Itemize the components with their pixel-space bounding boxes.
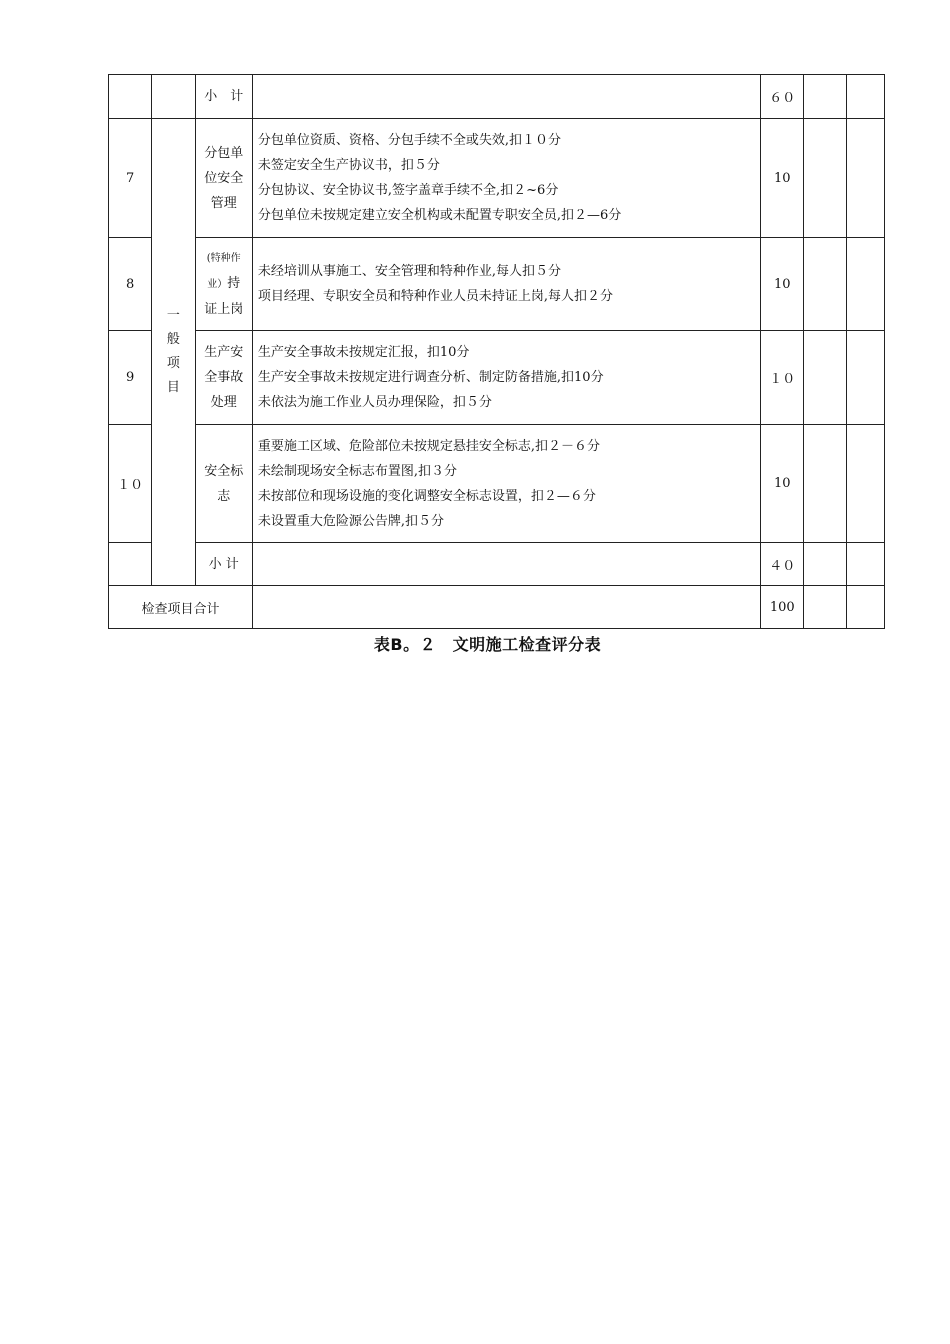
table-row: [109, 586, 885, 629]
item-name-line: 全事故: [204, 370, 244, 385]
deduction-cell: [804, 425, 846, 543]
points-cell: ４０: [761, 543, 804, 586]
standard-line: 生产安全事故未按规定汇报，扣10分: [257, 345, 470, 360]
points-cell: 10: [761, 425, 804, 543]
item-name-line: 业）: [207, 279, 228, 290]
standard-line: 分包协议、安全协议书,签字盖章手续不全,扣２~6分: [257, 183, 559, 198]
standard-line: 分包单位未按规定建立安全机构或未配置专职安全员,扣２—6分: [257, 208, 622, 223]
table-row: [109, 75, 885, 119]
item-name-cell: [195, 331, 252, 425]
total-label: 检查项目合计: [109, 586, 253, 629]
score-cell: [846, 119, 884, 238]
item-name-cell: [195, 119, 252, 238]
score-cell: [846, 586, 884, 629]
standard-line: 未设置重大危险源公告牌,扣５分: [257, 513, 445, 529]
item-name-cell: [195, 238, 252, 331]
points-cell: ６０: [761, 75, 804, 119]
item-name-cell: [195, 425, 252, 543]
table-row: [109, 543, 885, 586]
row-number: １０: [109, 425, 152, 543]
item-name-line: 处理: [210, 395, 237, 410]
inspection-score-table: [108, 74, 885, 629]
standard-cell: [252, 425, 760, 543]
group-label-char: 目: [166, 380, 180, 395]
standard-cell: [252, 119, 760, 238]
standard-cell: [252, 238, 760, 331]
table-caption: 表B。２ 文明施工检查评分表: [373, 635, 602, 654]
score-cell: [846, 331, 884, 425]
table-row: [109, 425, 885, 543]
group-label-char: 一: [166, 308, 180, 323]
group-cell: [152, 119, 195, 586]
standard-line: 项目经理、专职安全员和特种作业人员未持证上岗,每人扣２分: [257, 289, 614, 304]
deduction-cell: [804, 119, 846, 238]
standard-cell: [252, 75, 760, 119]
standard-cell: [252, 543, 760, 586]
item-name-line: 志: [217, 488, 231, 504]
row-number: [109, 75, 152, 119]
standard-line: 分包单位资质、资格、分包手续不全或失效,扣１０分: [257, 133, 562, 148]
standard-line: 未签定安全生产协议书，扣５分: [257, 158, 440, 173]
row-number: 9: [109, 331, 152, 425]
standard-cell: [252, 331, 760, 425]
row-number: 8: [109, 238, 152, 331]
group-cell: [152, 75, 195, 119]
subtotal-label: 小 计: [195, 543, 252, 586]
score-cell: [846, 425, 884, 543]
item-name-line: (特种作: [206, 253, 241, 264]
score-cell: [846, 238, 884, 331]
item-name-line: 位安全: [204, 170, 244, 186]
standard-cell: [252, 586, 760, 629]
group-label-char: 般: [166, 332, 180, 347]
table-row: [109, 119, 885, 238]
deduction-cell: [804, 586, 846, 629]
item-name-line: 生产安: [204, 345, 244, 360]
item-name-line: 持: [227, 276, 241, 291]
item-name-line: 分包单: [204, 145, 244, 161]
deduction-cell: [804, 331, 846, 425]
standard-line: 生产安全事故未按规定进行调查分析、制定防备措施,扣10分: [257, 370, 604, 385]
item-name-line: 安全标: [204, 463, 244, 479]
row-number: 7: [109, 119, 152, 238]
points-cell: 10: [761, 119, 804, 238]
standard-line: 重要施工区域、危险部位未按规定悬挂安全标志,扣２－６分: [257, 438, 601, 454]
table-row: [109, 331, 885, 425]
points-cell: 10: [761, 238, 804, 331]
subtotal-label: 小 计: [195, 75, 252, 119]
standard-line: 未依法为施工作业人员办理保险，扣５分: [257, 395, 492, 410]
group-label-char: 项: [166, 356, 180, 371]
standard-line: 未按部位和现场设施的变化调整安全标志设置，扣２—６分: [257, 488, 596, 504]
row-number: [109, 543, 152, 586]
deduction-cell: [804, 543, 846, 586]
score-cell: [846, 75, 884, 119]
standard-line: 未绘制现场安全标志布置图,扣３分: [257, 463, 458, 479]
item-name-line: 管理: [210, 195, 237, 211]
deduction-cell: [804, 238, 846, 331]
standard-line: 未经培训从事施工、安全管理和特种作业,每人扣５分: [257, 264, 562, 279]
points-cell: 100: [761, 586, 804, 629]
deduction-cell: [804, 75, 846, 119]
item-name-line: 证上岗: [204, 302, 244, 317]
points-cell: １０: [761, 331, 804, 425]
score-cell: [846, 543, 884, 586]
table-row: [109, 238, 885, 331]
